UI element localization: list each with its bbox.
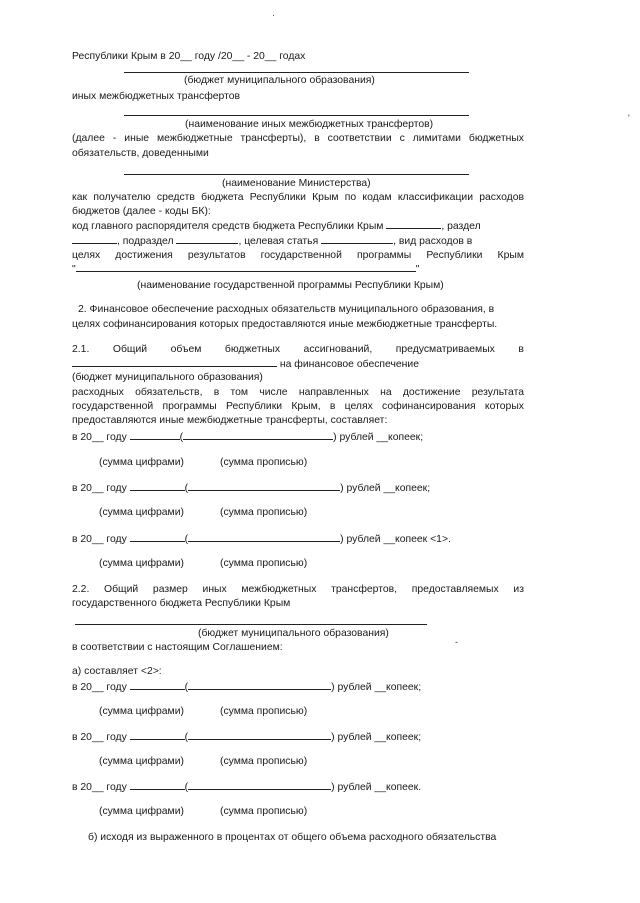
open-paren: (: [184, 534, 189, 545]
s21-word: Общий: [112, 344, 148, 355]
program-blank: [76, 262, 416, 272]
rub-cop: ) рублей __копеек.: [331, 782, 422, 793]
rub-cop: ) рублей __копеек;: [331, 682, 422, 693]
digits-blank: [130, 430, 180, 440]
amount-row: [72, 680, 421, 694]
header-line: Республики Крым в 20__ году /20__ - 20__ годах: [72, 51, 306, 62]
year-prefix: в 20__ году: [72, 682, 127, 693]
caption-digits: (сумма цифрами): [99, 457, 184, 468]
target-article-label: , целевая статья: [238, 236, 319, 247]
amount-row: [72, 780, 421, 794]
digits-blank: [130, 680, 185, 690]
section-blank: [72, 234, 117, 244]
quote-close: ": [415, 264, 420, 275]
scan-speck: ': [628, 113, 630, 123]
amount-row: [72, 730, 421, 744]
s21-para-2: государственной программы Республики Крым, в целях софинансирования которых: [72, 401, 524, 412]
caption-words: (сумма прописью): [220, 706, 308, 717]
words-blank: [183, 430, 333, 440]
s21-line-2: [72, 357, 524, 371]
caption-digits: (сумма цифрами): [99, 806, 184, 817]
document-page: [72, 0, 524, 903]
section-2-line-2: целях софинансирования которых предоставляются иные межбюджетные трансферты.: [72, 319, 498, 330]
program-name-line: [72, 262, 524, 276]
s21-word: ассигнований,: [303, 344, 373, 355]
caption-words: (сумма прописью): [220, 558, 308, 569]
caption-digits: (сумма цифрами): [99, 507, 184, 518]
year-prefix: в 20__ году: [72, 782, 127, 793]
s22-accordance: в соответствии с настоящим Соглашением:: [72, 642, 283, 653]
words-blank: [188, 532, 340, 542]
year-prefix: в 20__ году: [72, 732, 127, 743]
scan-speck: -: [455, 637, 458, 647]
rub-cop: ) рублей __копеек;: [333, 432, 424, 443]
caption-program: (наименование государственной программы Республики Крым): [137, 280, 444, 291]
digits-blank: [130, 481, 185, 491]
s21-word: в: [518, 344, 524, 355]
code-line-2: [72, 234, 524, 248]
s21-para-3: предоставляются иные межбюджетные трансферты, составляет:: [72, 415, 388, 426]
words-blank: [188, 730, 331, 740]
transfers-fill-line: [124, 115, 469, 116]
caption-transfers-name: (наименование иных межбюджетных трансфертов): [185, 119, 434, 130]
s22-b: б) исходя из выраженного в процентах от общего объема расходного обязательства: [88, 832, 497, 843]
year-prefix: в 20__ году: [72, 483, 127, 494]
s22-line-2: государственного бюджета Республики Крым: [72, 598, 291, 609]
recipient-line-1: как получателю средств бюджета Республики Крым по кодам классификации расходов: [72, 192, 524, 203]
digits-blank: [130, 730, 185, 740]
code-line-1-text: код главного распорядителя средств бюджета Республики Крым: [72, 221, 384, 232]
open-paren: (: [184, 483, 189, 494]
s21-budget-blank: [72, 357, 277, 367]
expense-type-label: , вид расходов в: [393, 236, 473, 247]
ministry-fill-line: [124, 174, 469, 175]
s21-word: 2.1.: [72, 344, 90, 355]
caption-words: (сумма прописью): [220, 507, 308, 518]
scan-speck: ·: [272, 10, 275, 20]
rub-cop: ) рублей __копеек;: [331, 732, 422, 743]
further-para-1: (далее - иные межбюджетные трансферты), в соответствии с лимитами бюджетных: [72, 133, 524, 144]
code-line-3: целях достижения результатов государственной программы Республики Крым: [72, 250, 524, 261]
words-blank: [188, 680, 331, 690]
target-article-blank: [321, 234, 393, 244]
s21-word: бюджетных: [224, 344, 281, 355]
year-prefix: в 20__ году: [72, 534, 127, 545]
s21-financing: на финансовое обеспечение: [279, 359, 420, 370]
caption-ministry: (наименование Министерства): [222, 178, 371, 189]
code-gr-blank: [386, 219, 441, 229]
other-transfers-line: иных межбюджетных трансфертов: [72, 91, 241, 102]
s21-budget-caption: (бюджет муниципального образования): [72, 372, 263, 383]
year-prefix: в 20__ году: [72, 432, 127, 443]
subsection-label: , подраздел: [117, 236, 174, 247]
s21-word: объем: [170, 344, 202, 355]
amount-row: [72, 481, 430, 495]
open-paren: (: [184, 782, 189, 793]
quote-open: ": [72, 264, 76, 275]
digits-blank: [130, 780, 185, 790]
open-paren: (: [184, 732, 189, 743]
open-paren: (: [184, 682, 189, 693]
subsection-blank: [176, 234, 238, 244]
caption-digits: (сумма цифрами): [99, 706, 184, 717]
caption-words: (сумма прописью): [220, 756, 308, 767]
caption-budget-1: (бюджет муниципального образования): [184, 75, 375, 86]
further-para-2: обязательств, доведенными: [72, 148, 209, 159]
words-blank: [188, 481, 340, 491]
caption-digits: (сумма цифрами): [99, 756, 184, 767]
caption-digits: (сумма цифрами): [99, 558, 184, 569]
s21-word: предусматриваемых: [395, 344, 495, 355]
section-2-line-1: 2. Финансовое обеспечение расходных обязательств муниципального образования, в: [78, 304, 495, 315]
code-line-1-section: , раздел: [441, 221, 481, 232]
budget-fill-line-1: [124, 72, 469, 73]
s22-line-1: 2.2. Общий размер иных межбюджетных трансфертов, предоставляемых из: [72, 584, 524, 595]
rub-cop: ) рублей __копеек;: [340, 483, 431, 494]
caption-words: (сумма прописью): [220, 806, 308, 817]
caption-words: (сумма прописью): [220, 457, 308, 468]
s22-a: а) составляет <2>:: [72, 666, 162, 677]
digits-blank: [130, 532, 185, 542]
open-paren: (: [179, 432, 184, 443]
amount-row: [72, 532, 451, 546]
code-line-1: [72, 219, 524, 233]
rub-cop: ) рублей __копеек <1>.: [340, 534, 451, 545]
recipient-line-2: бюджетов (далее - коды БК):: [72, 206, 211, 217]
s22-fill-line: [75, 624, 427, 625]
words-blank: [188, 780, 331, 790]
s21-line-1: [72, 343, 524, 356]
s21-para-1: расходных обязательств, в том числе направленных на достижение результата: [72, 387, 524, 398]
amount-row: [72, 430, 423, 444]
s22-budget-caption: (бюджет муниципального образования): [198, 628, 389, 639]
